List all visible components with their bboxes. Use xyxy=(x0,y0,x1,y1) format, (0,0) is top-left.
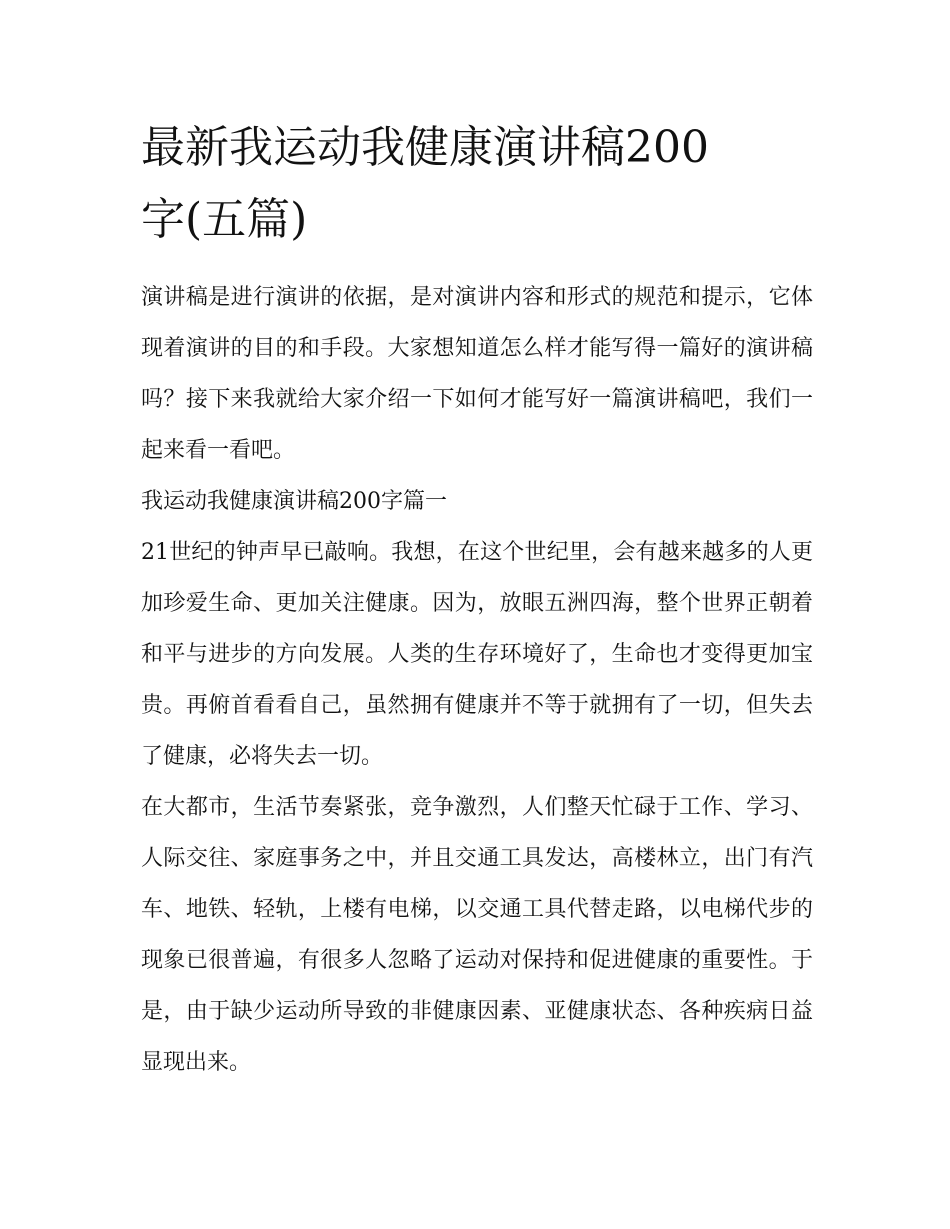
body-paragraph-1: 21世纪的钟声早已敲响。我想，在这个世纪里，会有越来越多的人更加珍爱生命、更加关注健康。因为，放眼五洲四海，整个世界正朝着和平与进步的方向发展。人类的生存环境好了，生命也才变得更加宝贵。再俯首看看自己，虽然拥有健康并不等于就拥有了一切，但失去了健康，必将失去一切。 xyxy=(141,540,813,769)
document-title xyxy=(141,112,813,256)
intro-paragraph: 演讲稿是进行演讲的依据，是对演讲内容和形式的规范和提示，它体现着演讲的目的和手段。大家想知道怎么样才能写得一篇好的演讲稿吗？接下来我就给大家介绍一下如何才能写好一篇演讲稿吧，我们一起来看一看吧。 xyxy=(141,285,813,463)
body-paragraph-2: 在大都市，生活节奏紧张，竞争激烈，人们整天忙碌于工作、学习、人际交往、家庭事务之中，并且交通工具发达，高楼林立，出门有汽车、地铁、轻轨，上楼有电梯，以交通工具代替走路，以电梯代步的现象已很普遍，有很多人忽略了运动对保持和促进健康的重要性。于是，由于缺少运动所导致的非健康因素、亚健康状态、各种疾病日益显现出来。 xyxy=(141,795,813,1075)
title-line-2: 字(五篇) xyxy=(141,194,308,245)
title-line-1: 最新我运动我健康演讲稿200 xyxy=(141,122,709,173)
document-body xyxy=(141,112,813,1088)
section-heading: 我运动我健康演讲稿200字篇一 xyxy=(141,489,447,514)
